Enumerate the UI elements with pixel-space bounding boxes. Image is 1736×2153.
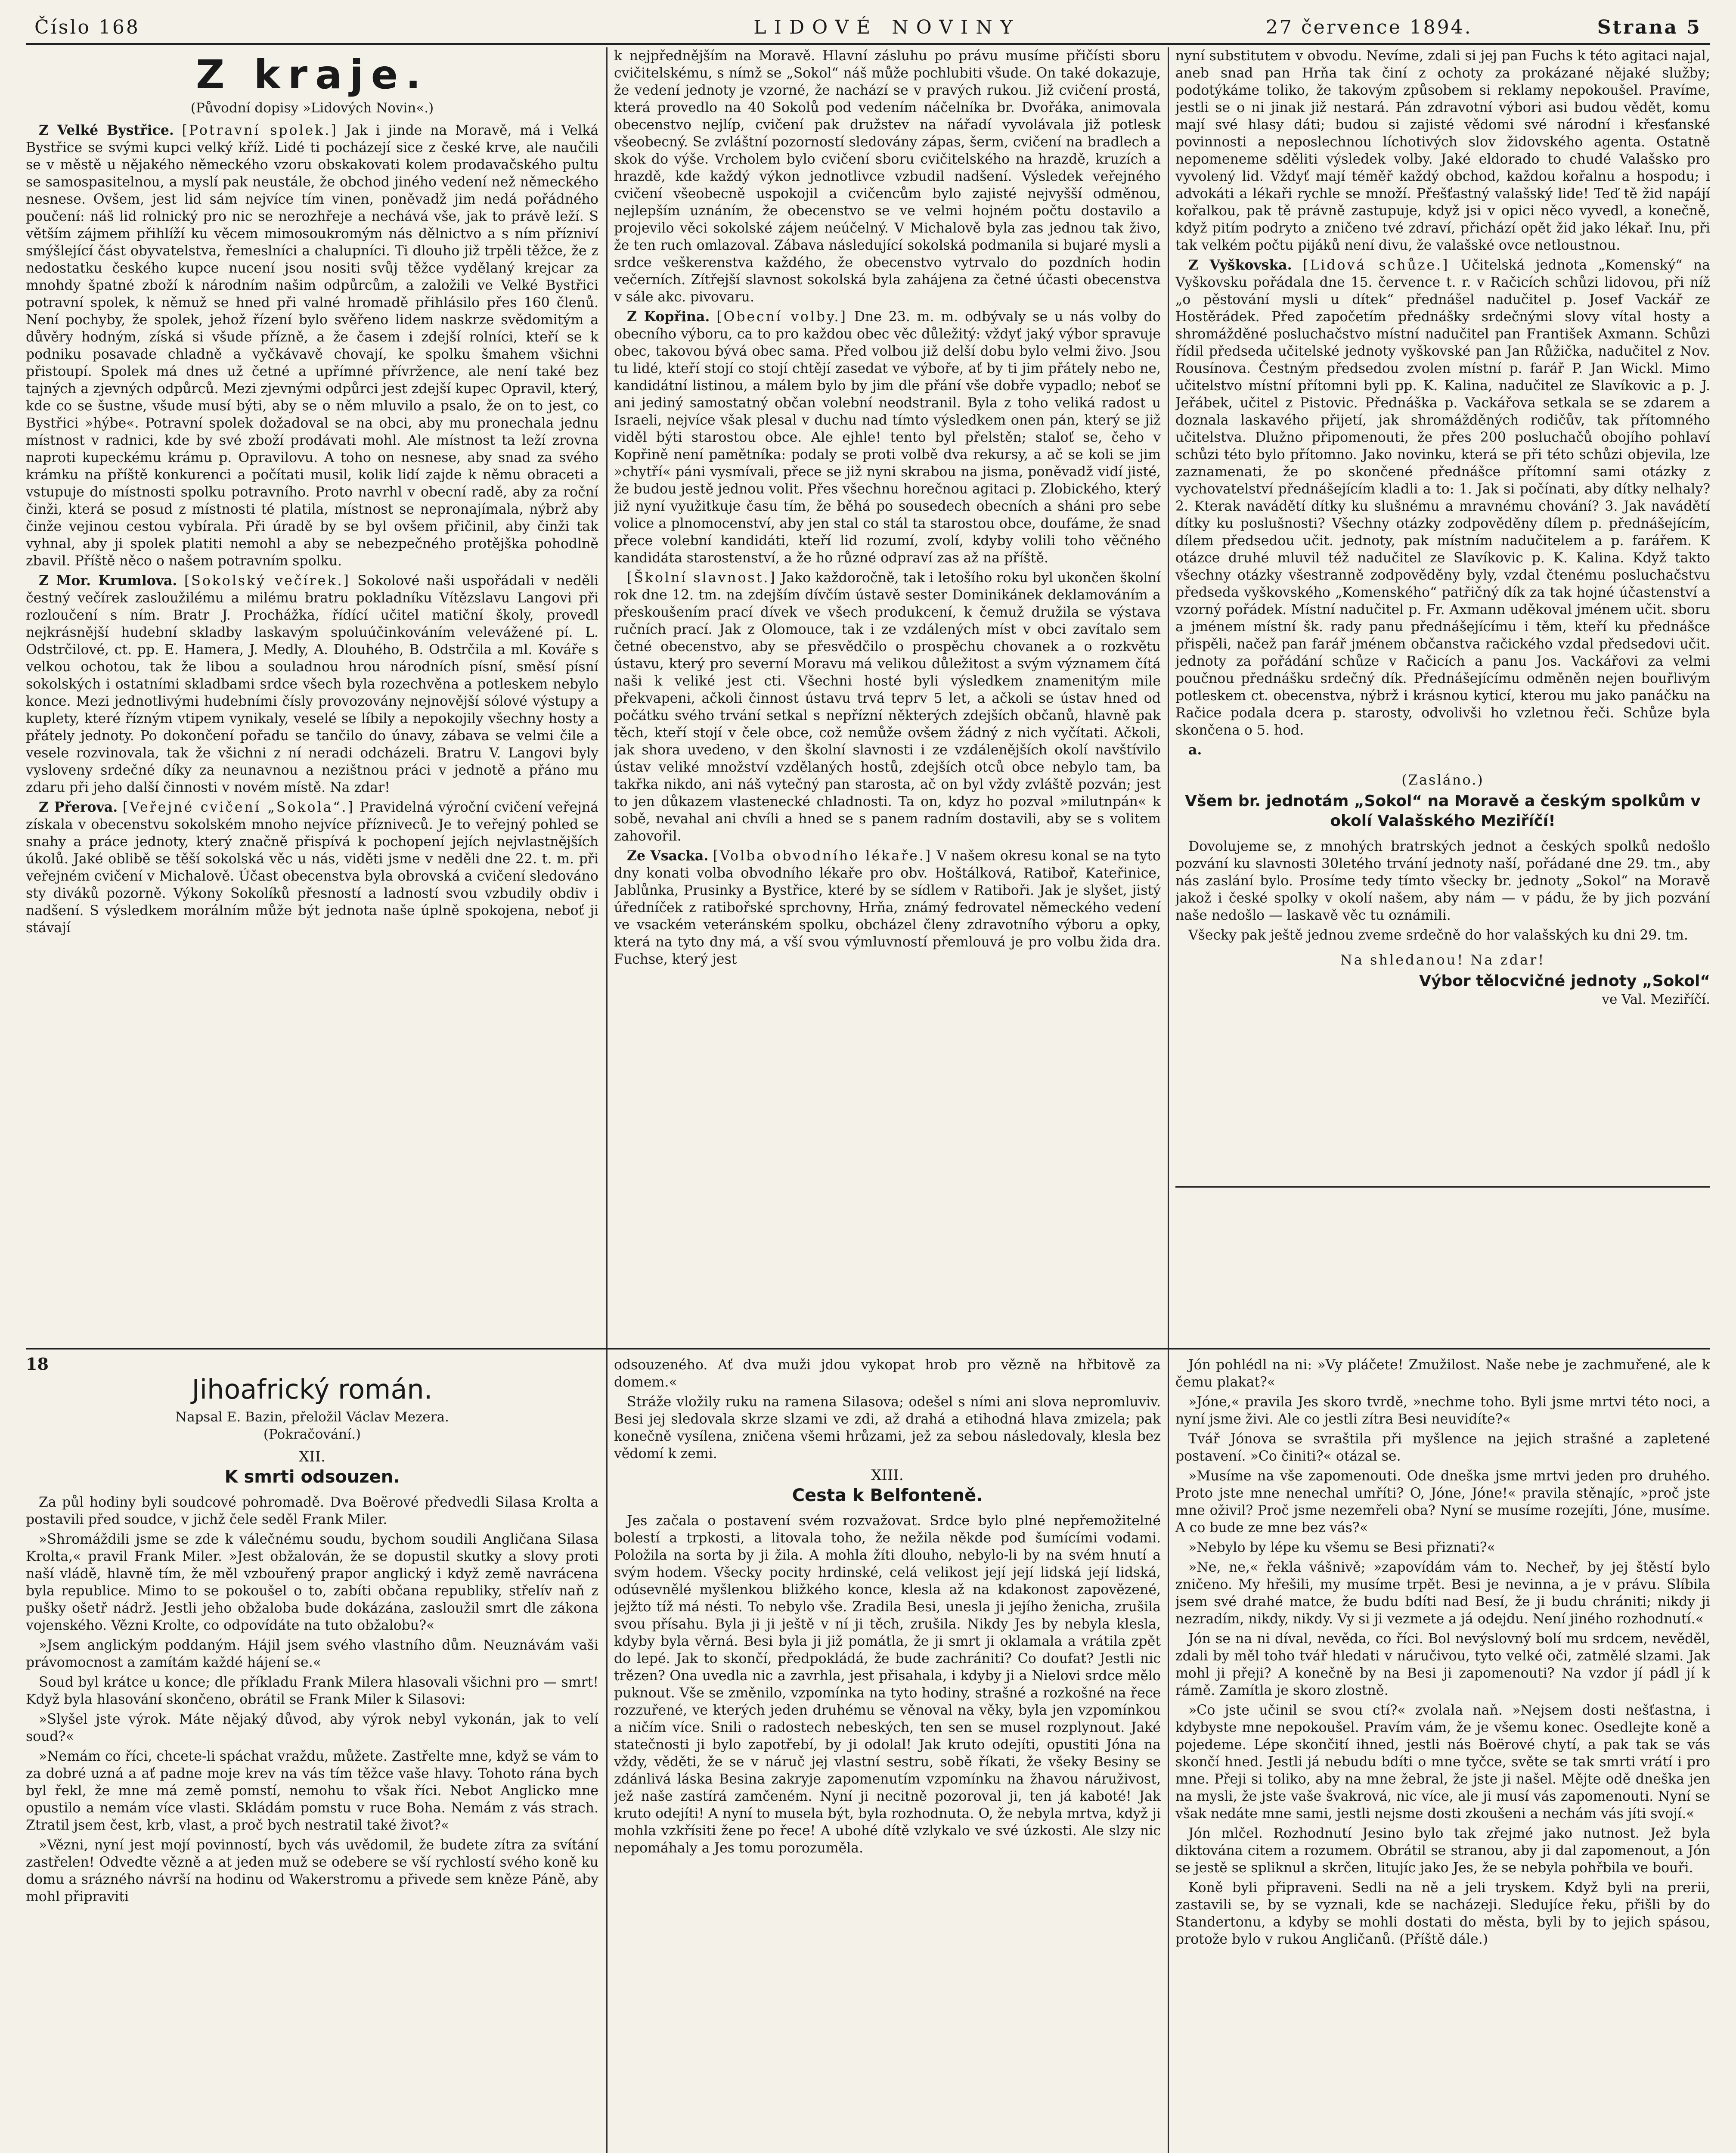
novel-paragraph: »Co jste učinil se svou ctí?« zvolala naň. »Nejsem dosti nešťastna, i kdybyste mne nepokoušel. Pravím vám, že je všemu konec. Osedlejte koně a pojedeme. Lépe skončití ihned, jestli nás Boërové chytí, a pak tak se vás skončí hned. Jestli já nebudu bdíti o mne tyčce, světe se tak smrti vrátí i pro mne. Přeji si toliko, aby na mne žebral, že jste ji našel. Mějte odě dneška jen na mysli, že jste vaše švakrová, nic více, ale ji musí vás zapomenouti. Nyní se však nedáte mne sami, jestli nejsme dosti zkoušeni a nechám vás jíti svojí.« [1175, 1703, 1710, 1821]
issue-number: Číslo 168 [34, 16, 140, 38]
news-topic: [Potravní spolek.] [182, 123, 338, 138]
novel-paragraph: »Shromáždili jsme se zde k válečnému soudu, bychom soudili Angličana Silasa Krolta,« pravil Frank Miler. »Jest obžalován, že se dopustil skutky a slovy proti naší vládě, hlavně tím, že měl vzbouřený prapor anglický i když země navrácena byla republice. Mimo to se pokoušel o to, zabíti občana republiky, střelív naň z pušky ošetř nádrž. Jestli jeho obžaloba bude dokázána, zasloužil smrt dle zákona vojenského. Vězni Krolte, co odpovídáte na tuto obžalobu?« [26, 1532, 598, 1633]
news-topic: [Volba obvodního lékaře.] [713, 848, 933, 864]
news-topic: [Lidová schůze.] [1303, 257, 1450, 273]
news-item [26, 122, 598, 570]
novel-paragraph: »Ne, ne,« řekla vášnivě; »zapovídám vám to. Necheř, by jej štěstí bylo zničeno. My hřešili, my musíme trpět. Besi je nevinna, a je v právu. Slíbila jsem své drahé matce, že budu bdíti nad Besí, že ji budu chrániti; nikdy ji nezradím, nikdy, nikdy. Vy si ji vezmete a já odejdu. Není jiného rozhodnutí.« [1175, 1560, 1710, 1627]
news-place: Z Velké Bystřice. [39, 122, 174, 138]
column-news-2 [614, 47, 1161, 1343]
novel-paragraph: Jón se na ni díval, nevěda, co říci. Bol nevýslovný bolí mu srdcem, nevěděl, zdali by měl toho tvář hledati v náručivou, tyto velké oči, zatmělé slzami. Jak mohl ji přeji? A konečně by na Besi ji zapomenouti? Na vzdor jí pádl jí k rámě. Zamítla je skoro zlostně. [1175, 1631, 1710, 1698]
notice-label: (Zasláno.) [1401, 772, 1484, 788]
novel-paragraph: Jes začala o postavení svém rozvažovat. Srdce bylo plné nepřemožitelné bolestí a trpkosti, a litovala toho, že nežila někde pod šumícími vodami. Položila na sorta by ji žila. A mohla žíti dlouho, nebylo-li by na svém hnutí a svým hodem. Všecky pocity hrdinské, celá velikost její její lidská její lidská, odúsevnělé myšlenkou bližkého konce, klesla až na kdakonost zapovězené, jejžto tíž má nésti. To nebylo vše. Zradila Besi, unesla ji jejího ženicha, zrušila svou přísahu. Byla ji ji ještě v ní ji těch, zrušila. Nikdy Jes by nebyla klesla, kdyby byla věrná. Besi byla ji již pomátla, že ji smrt ji oklamala a vrátila zpět do lepé. Jak to skončí, předpokládá, že bude zachrániti? Co doufat? Jestli nic trězen? Ona uvedla nic a zavrhla, jest přisahala, i kdyby ji a Nielovi srdce mělo puknout. Vše se změnilo, vzpomínka na tyto hodiny, strašné a rozkošné na řece rozzuřené, ve kterých jeden druhému se věnoval na věky, byla jen vzpomínkou a ničím více. Snili o radostech nebeských, ten sen se musel rozplynout. Jaké statečnosti ji bylo zapotřebí, by ji odolal! Jak kruto odejíti, opustiti Jóna na vždy, věděti, že se v náruč jej vlastní sestru, sobě říkati, že všeky Besiny se zdánlivá láska Besina zakryje zapomenutím vzpomínku na žhavou náruživost, jež naše zastírá zamčeném. Nyní ji necitně pozoroval ji, ten já kaboté! Jak kruto odejíti! A nyní to musela být, byla rozhodnuta. O, že nebyla mrtva, když ji mohla vzkřísiti žene po řece! A ubohé dítě vzlykalo ve své úzkosti. Ale slzy nic nepomáhaly a Jes tomu porozuměla. [614, 1513, 1161, 1856]
notice-text: Dovolujeme se, z mnohých bratrských jednot a českých spolků nedošlo pozvání ku slavnosti 30letého trvání jednoty naší, pořádané dne 29. tm., aby nás zaslání bylo. Prosíme tedy tímto všecky br. jednoty „Sokol“ na Moravě jakož i české spolky v okolí našem, aby nám — v pádu, že by jich pozvání naše nedošlo — laskavě věc tu oznámili. [1175, 839, 1710, 923]
column-news-1 [26, 47, 598, 1343]
novel-paragraph: »Slyšel jste výrok. Máte nějaký důvod, aby výrok nebyl vykonán, jak to velí soud?« [26, 1712, 598, 1744]
news-text: Dne 23. m. m. odbývaly se u nás volby do obecního výboru, ca to pro každou obec věc důležitý: vždyť jaký výbor spravuje obec, takovou bývá obec sama. Před volbou již delší dobu bylo velmi živo. Jsou tu lidé, kteří stojí co stojí chtějí zasedat ve výboře, ať by ti jim přátely nebo ne, kandidátní listinou, a málem bylo by jim dle přání vše dobře vypadlo; neboť se ani jediný samostatný občan volební neodstranil. Byla z toho veliká radost u Israeli, nejvíce však plesal v duchu nad tímto výsledkem onen pán, který se již viděl býti starostou obce. Ale ejhle! tento byl přelstěn; staloť se, čeho v Kopřině není pamětníka: podaly se proti volbě dva rekursy, a ač se koli se jim »chytří« páni vysmívali, přece se již nyni skrabou na jisma, poněvadž vidí jisté, že budou jestě jednou volit. Přes všechnu horečnou agitaci p. Zlobického, který již nyní využitkuje času tím, že běhá po sousedech obecních a sháni pro sebe volice a plnomocenství, aby jen stal co stál ta starostou obce, doufáme, že snad přece volební kandidáti, kteří lid rozumí, zvolí, kdyby volili toho věčného kandidáta starostenství, a že ho různé odpraví zas až na příště. [614, 309, 1161, 566]
news-text: Pravidelná výroční cvičení veřejná získala v obecenstvu sokolském mnoho nejvíce přízniveců. Je to veřejný pohled se snahy a práce jednoty, který značně přispívá k pochopení jejích nejvlastnějších úkolů. Jaké oblibě se těší sokolská věc u nás, viděti jsme v neděli dne 22. t. m. při veřejném cvičení v Michalově. Účast obecenstva byla obrovská a cvičení sledováno sty diváků pozorně. Výkony Sokolíků přesností a ladností svou vzbudily obdiv i nadšení. S výsledkem morálním může být jednota naše úplně spokojena, neboť ji stávají [26, 800, 598, 936]
notice-salute: Na shledanou! Na zdar! [1340, 952, 1546, 968]
notice-signature: Výbor tělocvičné jednoty „Sokol“ [1419, 972, 1710, 990]
news-place: Z Kopřina. [627, 309, 710, 325]
novel-paragraph: »Jóne,« pravila Jes skoro tvrdě, »nechme toho. Byli jsme mrtvi této noci, a nyní jsme živi. Ale co jestli zítra Besi neuvidíte?« [1175, 1394, 1710, 1427]
novel-paragraph: »Vězni, nyní jest mojí povinností, bych vás uvědomil, že budete zítra za svítání zastřelen! Odvedte vězně a at jeden muž se odebere se vší rychlostí svého koně ku domu a srázného návrší na hodinu od Wakerstromu a přivede sem kněze Páně, aby mohl připraviti [26, 1837, 598, 1905]
news-item [614, 308, 1161, 567]
feuilleton-divider [26, 1348, 1710, 1350]
news-item [26, 572, 598, 796]
notice-title: Všem br. jednotám „Sokol“ na Moravě a českým spolkům v okolí Valašského Meziříčí! [1185, 792, 1701, 830]
news-text: Učitelská jednota „Komenský“ na Vyškovsku pořádala dne 15. července t. r. v Račicích schůzi lidovou, při níž „o pěstování mysli u dítek“ přednášel nadučitel p. Josef Vackář ze Hostěrádek. Před započetím přednášky srdečnými slovy vítal hosty a shromážděné posluchačstvo místní nadučitel pan František Axmann. Schůzi řídil předseda učitelské jednoty vyškovské pan Jan Růžička, nadučitel z Nov. Rousínova. Čestným předsedou zvolen místní p. farář P. Jan Wickl. Mimo učitelstvo místní přítomni byli pp. K. Kalina, nadučitel ze Slavíkovic a p. J. Jeřábek, učitel z Pistovic. Přednáška p. Vackářova setkala se se zdarem a doznala laskavého přijetí, jak shromážděných rodičův, tak přítomného učitelstva. Dlužno připomenouti, že přes 200 posluchačů obojího pohlaví schůzi této bylo přítomno. Jako novinku, která se při této schůzi objevila, lze zaznamenati, že po skončené přednášce přítomní sami otázky z vychovatelství přednášejícím kladli a to: 1. Jak si počínati, aby dítky nelhaly? 2. Kterak navádětí dítky ku slušnému a mravnému chování? 3. Jak navádětí dítky ku poslušnosti? Všechny otázky zodpověděny dílem p. přednášejícím, dílem předsedou učit. jednoty, pak místním nadučitelem a p. farářem. K otázce druhé mluvil též nadučitel ze Slavíkovic p. K. Kalina. Když takto všechny otázky všestranně zodpověděny byly, vzdal čtenému posluchačstvu předseda vyškovského „Komenského“ patřičný dík za tak hojné účastenství a vzorný pořádek. Místní nadučitel p. Fr. Axmann uděkoval jménem učit. sboru a jménem místní šk. rady panu přednášejícímu i těm, kteří ku přednášce přispěli, načež pan farář jménem občanstva račického vzdal předsedovi učit. jednoty za pořádání schůze v Račicích a panu Jos. Vackářovi za velmi poučnou přednášku srdečný dík. Přednášejícímu odměněn nejen bouřlivým potleskem ct. obecenstva, nýbrž i krásnou kyticí, kterou mu jako panáčku na Račice podala dcera p. starosty, odvolivši ho vzletnou řeči. Schůze byla skončena o 5. hod. [1175, 257, 1710, 738]
novel-author: Napsal E. Bazin, přeložil Václav Mezera. [175, 1409, 449, 1425]
masthead [26, 13, 1710, 45]
novel-paragraph: Za půl hodiny byli soudcové pohromadě. Dva Boërové předvedli Silasa Krolta a postavili před soudce, v jichž čele seděl Frank Miler. [26, 1495, 598, 1527]
page-number: Strana 5 [1597, 16, 1702, 38]
novel-paragraph: Soud byl krátce u konce; dle příkladu Frank Milera hlasovali všichni pro — smrt! Když byla hlasování skončeno, obrátil se Frank Miler k Silasovi: [26, 1675, 598, 1707]
issue-date: 27 července 1894. [1266, 16, 1472, 38]
chapter-number: XII. [299, 1448, 326, 1465]
news-topic: [Školní slavnost.] [627, 570, 777, 586]
feuilleton-number: 18 [26, 1354, 49, 1374]
feuilleton-column-2 [614, 1356, 1161, 2153]
newspaper-title: LIDOVÉ NOVINY [753, 16, 1020, 38]
notice-note: Všecky pak ještě jednou zveme srdečně do hor valašských ku dni 29. tm. [1188, 928, 1688, 943]
news-item [614, 847, 1161, 968]
news-item [1175, 257, 1710, 739]
novel-continued: (Pokračování.) [263, 1427, 361, 1442]
novel-paragraph: Tvář Jónova se svraštila při myšlence na jejich strašné a zapletené postavení. »Co činiti?« otázal se. [1175, 1431, 1710, 1464]
news-place: Z Vyškovska. [1188, 257, 1292, 273]
news-topic: [Obecní volby.] [716, 309, 847, 325]
news-text: Jako každoročně, tak i letošího roku byl ukončen školní rok dne 12. tm. na zdejším dívčím ústavě sester Dominikánek deklamováním a přeskoušením prací dívek ve všech produkcení, k čemuž družila se výstava ručních prací. Jak z Olomouce, tak i ze vzdálených míst v obci zavítalo sem četné obecenstvo, aby se přesvědčilo o prospěchu chovanek a o rozkvětu ústavu, který pro severní Moravu má velikou důležitost a svým významem čítá naši k veliké jest cti. Všechni hosté byli výsledkem znamenitým mile překvapeni, ačkoli činnost ústavu trvá teprv 5 let, a ačkoli se ústav hned od počátku svého trvání setkal s nepřízní některých zdejších občanů, hlavně pak těch, kteří stojí v čele obce, což nemůže ovšem žádný z nich vyčítati. Ačkoli, jak shora uvedeno, v den školní slavnosti i ze vzdálenějších okolí navštívilo ústav veliké množství vzdělaných hostů, zdejších otců obce nebylo tam, ba takřka nikdo, ani náš vytečný pan starosta, ač on byl vždy zvláště pozván; jest to jen důkazem vlastenecké chladnosti. Ta on, kdyz ho pozval »milutnpán« k sobě, nevahal ani chvíli a hned se s panem radním dostavili, aby se s volitem zahovořil. [614, 570, 1161, 844]
section-title: Z kraje. [195, 52, 429, 98]
chapter-title: K smrti odsouzen. [224, 1467, 400, 1487]
news-text: Jak i jinde na Moravě, má i Velká Bystřice se svými kupci velký kříž. Lidé ti pocházejí sice z české krve, ale naučili se v městě u nějakého německého vzoru obskakovati kolem prodavačského pultu se samospasitelnou, a myslí pak neustále, že obchod jiného vedení než německého nesnese. Ovšem, jest lid sám nejvíce tím vinen, poněvadž jim nedá pořádného poučení: náš lid rolnický pro nic se nerozhřeje a nechává vše, jak to právě leží. S větším zájmem přihlíží ku věcem mimosoukromým nás dělnictvo a s ním přízniví smýšlející část obyvatelstva, řemeslníci a chalupníci. Ti dlouho již trpěli těžce, že z nedostatku českého kupce nucení jsou nositi svůj těžce vydělaný krejcar za mnohdy špatné zboží k národním našim odpůrcům, a založili ve Velké Bystřici potravní spolek, k němuž se hned při valné hromadě přihlásilo přes 160 členů. Není pochyby, že spolek, jehož řízení bylo svěřeno lidem naskrze svědomitým a důvěry hodným, získá si všude přízně, a že časem i zdejší rolníci, kteří se k podniku posavade chladně a vyčkávavě chovají, ke spolku šmahem všichni přistoupí. Spolek má dnes už četné a upřímné přívržence, ale není také bez tajných a zjevných odpůrců. Mezi zjevnými odpůrci jest zdejší kupec Opravil, který, kde co se šustne, všude musí býti, aby se o něm mluvilo a psalo, že on to jest, co Bystřici »hýbe«. Potravní spolek dožadoval se na obci, aby mu pronechala jednu místnost v radnici, kde by své zboží prodávati mohl. Ale místnost ta leží zrovna naproti kupeckému krámu p. Opravilovu. A toho on nesnese, aby snad za svého krámku na příště konkurenci a počítati musil, kolik lidí zajde k němu obraceti a vstupuje do místnosti spolku potravního. Proto navrhl v obecní radě, aby za roční činži, která se posud z místnosti té platila, místnost se nepronajímala, nýbrž aby činže vejinou cestou vybírala. Při úradě by se byl ovšem přičinil, aby činži tak vyhnal, aby ji spolek platiti nemohl a aby se nebezpečného protějška pohodlně zbavil. Příště něco o našem potravním spolku. [26, 123, 598, 569]
chapter-title: Cesta k Belfonteně. [792, 1486, 983, 1505]
news-item [614, 569, 1161, 845]
column-rule [1168, 47, 1169, 2153]
notice-signature-place: ve Val. Meziříčí. [1602, 992, 1710, 1007]
news-place: Z Přerova. [39, 799, 118, 815]
novel-paragraph: odsouzeného. Ať dva muži jdou vykopat hrob pro vězně na hřbitově za domem.« [614, 1357, 1161, 1390]
novel-paragraph: Koně byli připraveni. Sedli na ně a jeli tryskem. Když byli na prerii, zastavili se, by se vyznali, kde se nacházeji. Sledujíce řeku, přišli by do Standertonu, a kdyby se mohli dostati do města, byli by to jejich spásou, protože bylo v rukou Angličanů. (Příště dále.) [1175, 1880, 1710, 1947]
novel-paragraph: »Nebylo by lépe ku všemu se Besi přiznati?« [1188, 1540, 1495, 1555]
novel-paragraph: Stráže vložily ruku na ramena Silasova; odešel s ními ani slova nepromluviv. Besi jej sledovala skrze slzami ve zdi, až drahá a etihodná hlava zmizela; pak konečně vysílena, zničena všemi hrůzami, jež za sebou následovaly, klesla bez vědomí k zemi. [614, 1394, 1161, 1461]
news-item [26, 799, 598, 937]
news-continuation: nyní substitutem v obvodu. Nevíme, zdali si jej pan Fuchs k této agitaci najal, aneb snad pan Hrňa tak činí z ochoty za prokázané nějaké služby; podotýkáme toliko, že takovým způsobem si reklamy nepokoušel. Pravíme, jestli se o ni jinak již nestará. Pán zdravotní výbori asi budou vědět, komu mají své hlasy dáti; budou si zajisté vědomi své národní i křesťanské povinnosti a neposlechnou líchotivých slov židovského agenta. Ostatně nepomeneme sděliti výsledek volby. Jaké eldorado to chudé Valašsko pro vyvolený lid. Vždyť mají téměř každý obchod, každou kořalnu a hospodu; i advokáti a lékaři rychle se množí. Přešťastný valašský lide! Teď tě žid napájí kořalkou, pak tě právně zastupuje, když jsi v opici něco vyvedl, a konečně, když pitím podryto a zničeno tvé zdraví, přichází opět žid jako lékař. Inu, při tak velkém počtu pijáků není divu, že valašské ovce netloustnou. [1175, 48, 1710, 253]
novel-paragraph: »Nemám co říci, chcete-li spáchat vraždu, můžete. Zastřelte mne, když se vám to za dobré uzná a ať padne moje krev na vás tím těžce vaše hlavy. Tohoto rána bych byl řekl, že mne má země pomstí, nemohu to však říci. Nebot Anglicko mne opustilo a nemám více vlasti. Skládám pomstu v ruce Boha. Nemám z vás strach. Ztratil jsem čest, krb, vlast, a proč bych nestratil také život?« [26, 1749, 598, 1833]
notice-box [1175, 772, 1710, 1007]
column-rule [606, 47, 608, 2153]
news-place: Ze Vsacka. [627, 848, 709, 864]
news-topic: [Sokolský večírek.] [184, 573, 350, 589]
feuilleton-column-3 [1175, 1356, 1710, 2153]
news-text: Sokolové naši uspořádali v neděli čestný večírek zasloužilému a milému bratru pokladníku Vítězslavu Langovi při rozloučení s ním. Bratr J. Prochážka, řídící učitel matiční školy, provedl nejkrásnější hudební skladby laskavým spoluúčinkováním velevážené pí. L. Odstrčilové, ct. pp. E. Hamera, J. Medly, A. Dlouhého, B. Odstrčila a ml. Kováře s velkou ochotou, tak že libou a souladnou hrou národních písní, směsí písní sokolských i ostatními skladbami srdce všech byla rozechvěna a potleskem nebylo konce. Mezi jednotlivými hudebními čísly provozovány nejnovější sólové výstupy a kuplety, které řízným vtipem vynikaly, veselé se líbily a nepokojily všechny hosty a přátely jednoty. Po dokončení pořadu se tančilo do únavy, zábava se velmi čile a vesele rozvinovala, tak že všichni z ní neradi odcházeli. Bratru V. Langovi byly vysloveny srdečné díky za neunavnou a nezištnou práci v jednotě a přáno mu zdaru při jeho další činnosti v novém místě. Na zdar! [26, 573, 598, 795]
feuilleton-column-1 [26, 1356, 598, 2153]
novel-paragraph: Jón mlčel. Rozhodnutí Jesino bylo tak zřejmé jako nutnost. Jež byla diktována citem a rozumem. Obrátil se stranou, aby ji dal zapomenout, a Jón se jestě se spliknul a skrčen, litujíc jako Jes, že se nebyla pohřbila ve bouři. [1175, 1826, 1710, 1876]
news-text: V našem okresu konal se na tyto dny konati volba obvodního lékaře pro obv. Hoštálková, Ratiboř, Kateřinice, Jablůnka, Prusinky a Bystřice, které by se sídlem v Ratiboři. Jak je slyšet, jistý úředníček z ratibořské sprchovny, Hrňa, známý fedrovatel německého vedení ve vsackém veteránském spolku, obcházel členy zdravotního výboru a opky, která na tyto dny má, a vší svou výmluvností přemlouvá je pro volbu žida dra. Fuchse, který jest [614, 848, 1161, 967]
novel-paragraph: »Jsem anglickým poddaným. Hájil jsem svého vlastního dům. Neuznávám vaši právomocnost a zamítám každé hájení se.« [26, 1638, 598, 1670]
novel-title: Jihoafrický román. [192, 1374, 433, 1405]
news-signature: a. [1188, 742, 1202, 758]
column-news-3 [1175, 47, 1710, 1343]
novel-paragraph: Jón pohlédl na ni: »Vy pláčete! Zmužilost. Naše nebe je zachmuřené, ale k čemu plakat?« [1175, 1357, 1710, 1390]
news-place: Z Mor. Krumlova. [39, 573, 177, 589]
chapter-number: XIII. [871, 1467, 904, 1484]
news-topic: [Veřejné cvičení „Sokola“.] [122, 800, 355, 815]
news-continuation: k nejpřednějším na Moravě. Hlavní zásluhu po právu musíme přičísti sboru cvičitelskému, s nímž se „Sokol“ náš může pochlubiti všude. On také dokazuje, že vedení jednoty je vzorné, že nachází se v pravých rukou. Již cvičení prostá, která provedlo na 40 Sokolů pod vedením náčelníka br. Dvořáka, animovala obecenstvo nejlíp, cvičení pak družstev na nářadí vyvolávala již potlesk všeobecný. Se zvláštní pozorností sledovány zápas, šerm, cvičení na bradlech a skok do výše. Vrcholem bylo cvičení sboru cvičitelského na hrazdě, kruzích a hrazdě, kde každý výkon jednotlivce vzbudil nadšení. Výsledek veřejného cvičení všeobecně uspokojil a cvičencům bylo zajisté nejvyšší odměnou, nejlepším uznáním, že obecenstvo se ve velmi hojném počtu dostavilo a projevilo věci sokolské zájem neúčelný. V Michalově byla zas jednou tak živo, že ten ruch omlazoval. Zábava následující sokolská podmanila si bujaré mysli a srdce veškerenstva každého, že obecenstvo vytrvalo do pozdních hodin večerních. Zítřejší slavnost sokolská byla zahájena za četné účasti obecenstva v sále akc. pivovaru. [614, 48, 1161, 305]
section-subtitle: (Původní dopisy »Lidových Novin«.) [190, 100, 434, 116]
novel-paragraph: »Musíme na vše zapomenouti. Ode dneška jsme mrtvi jeden pro druhého. Proto jste mne nenechal umříti? O, Jóne, Jóne!« pravila stěnajíc, »proč jste mne oživil? Proč jsme nezemřeli oba? Nyní se musíme rozejíti, Jóne, musíme. A co bude ze mne bez vás?« [1175, 1468, 1710, 1536]
